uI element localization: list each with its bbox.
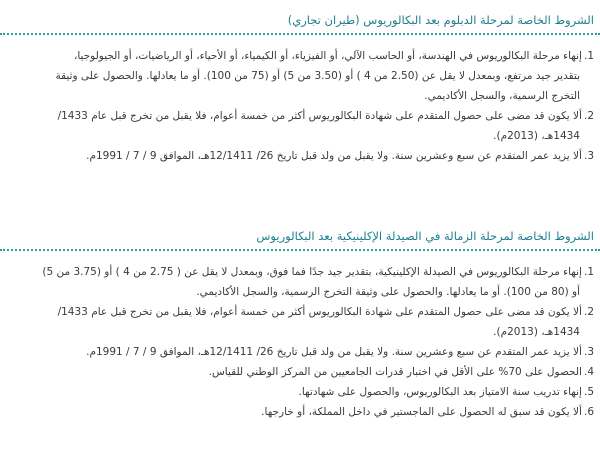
list-item-continuation [55, 66, 580, 86]
item-text: التخرج الرسمية، والسجل الأكاديمي. [424, 90, 580, 102]
item-number: 1. [583, 266, 594, 278]
list-item [42, 402, 594, 422]
item-text: ألا يكون قد مضى على حصول المتقدم على شهادة البكالوريوس أكثر من خمسة أعوام، فلا يقبل من تخرج قبل عام 1433/ [57, 306, 582, 318]
list-item [55, 146, 594, 166]
item-number: 2. [583, 110, 594, 122]
item-text: 1434هـ، (2013م). [493, 326, 580, 338]
dotted-divider [0, 33, 600, 35]
list-item [55, 46, 594, 66]
item-text: ألا يكون قد مضى على حصول المتقدم على شهادة البكالوريوس أكثر من خمسة أعوام، فلا يقبل من تخرج قبل عام 1433/ [57, 110, 582, 122]
list-item [42, 342, 594, 362]
item-text: 1434هـ، (2013م). [493, 130, 580, 142]
item-number: 3. [583, 346, 594, 358]
item-text: ألا يزيد عمر المتقدم عن سبع وعشرين سنة. ولا يقبل من ولد قبل تاريخ 26/ 12/1411هـ، الموافق 9 / 7 / 1991م. [86, 150, 582, 162]
item-text: إنهاء تدريب سنة الامتياز بعد البكالوريوس، والحصول على شهادتها. [298, 386, 582, 398]
item-number: 2. [583, 306, 594, 318]
item-text: إنهاء مرحلة البكالوريوس في الهندسة، أو الحاسب الآلي، أو الفيزياء، أو الكيمياء، أو الأحياء، أو الرياضيات، أو الجيولوجيا، [73, 50, 582, 62]
list-item [42, 382, 594, 402]
dotted-divider [0, 249, 600, 251]
section-title: الشروط الخاصة لمرحلة الزمالة في الصيدلة الإكلينيكية بعد البكالوريوس [256, 229, 594, 243]
conditions-list [55, 46, 594, 166]
conditions-list [42, 262, 594, 422]
item-text: ألا يكون قد سبق له الحصول على الماجستير في داخل المملكة، أو خارجها. [261, 406, 582, 418]
list-item-continuation [42, 282, 580, 302]
item-number: 1. [583, 50, 594, 62]
item-number: 3. [583, 150, 594, 162]
item-text: بتقدير جيد مرتفع، وبمعدل لا يقل عن (2.50 من 4 ) أو (3.50 من 5) أو (75 من 100). أو ما يعادلها. والحصول على وثيقة [55, 70, 580, 82]
item-text: ألا يزيد عمر المتقدم عن سبع وعشرين سنة. ولا يقبل من ولد قبل تاريخ 26/ 12/1411هـ، الموافق 9 / 7 / 1991م. [86, 346, 582, 358]
list-item [42, 302, 594, 322]
item-number: 4. [583, 366, 594, 378]
list-item [42, 362, 594, 382]
item-number: 5. [583, 386, 594, 398]
section-title: الشروط الخاصة لمرحلة الدبلوم بعد البكالوريوس (طيران تجاري) [287, 13, 594, 27]
list-item-continuation [42, 322, 580, 342]
item-number: 6. [583, 406, 594, 418]
item-text: إنهاء مرحلة البكالوريوس في الصيدلة الإكلينيكية، بتقدير جيد جدًا فما فوق، وبمعدل لا يقل عن ( 2.75 من 4 ) أو (3.75 من 5) [42, 266, 582, 278]
list-item [55, 106, 594, 126]
list-item-continuation [55, 86, 580, 106]
item-text: الحصول على 70% على الأقل في اختبار قدرات الجامعيين من المركز الوطني للقياس. [208, 366, 582, 378]
list-item [42, 262, 594, 282]
list-item-continuation [55, 126, 580, 146]
item-text: أو (80 من 100). أو ما يعادلها. والحصول على وثيقة التخرج الرسمية، والسجل الأكاديمي. [196, 286, 580, 298]
